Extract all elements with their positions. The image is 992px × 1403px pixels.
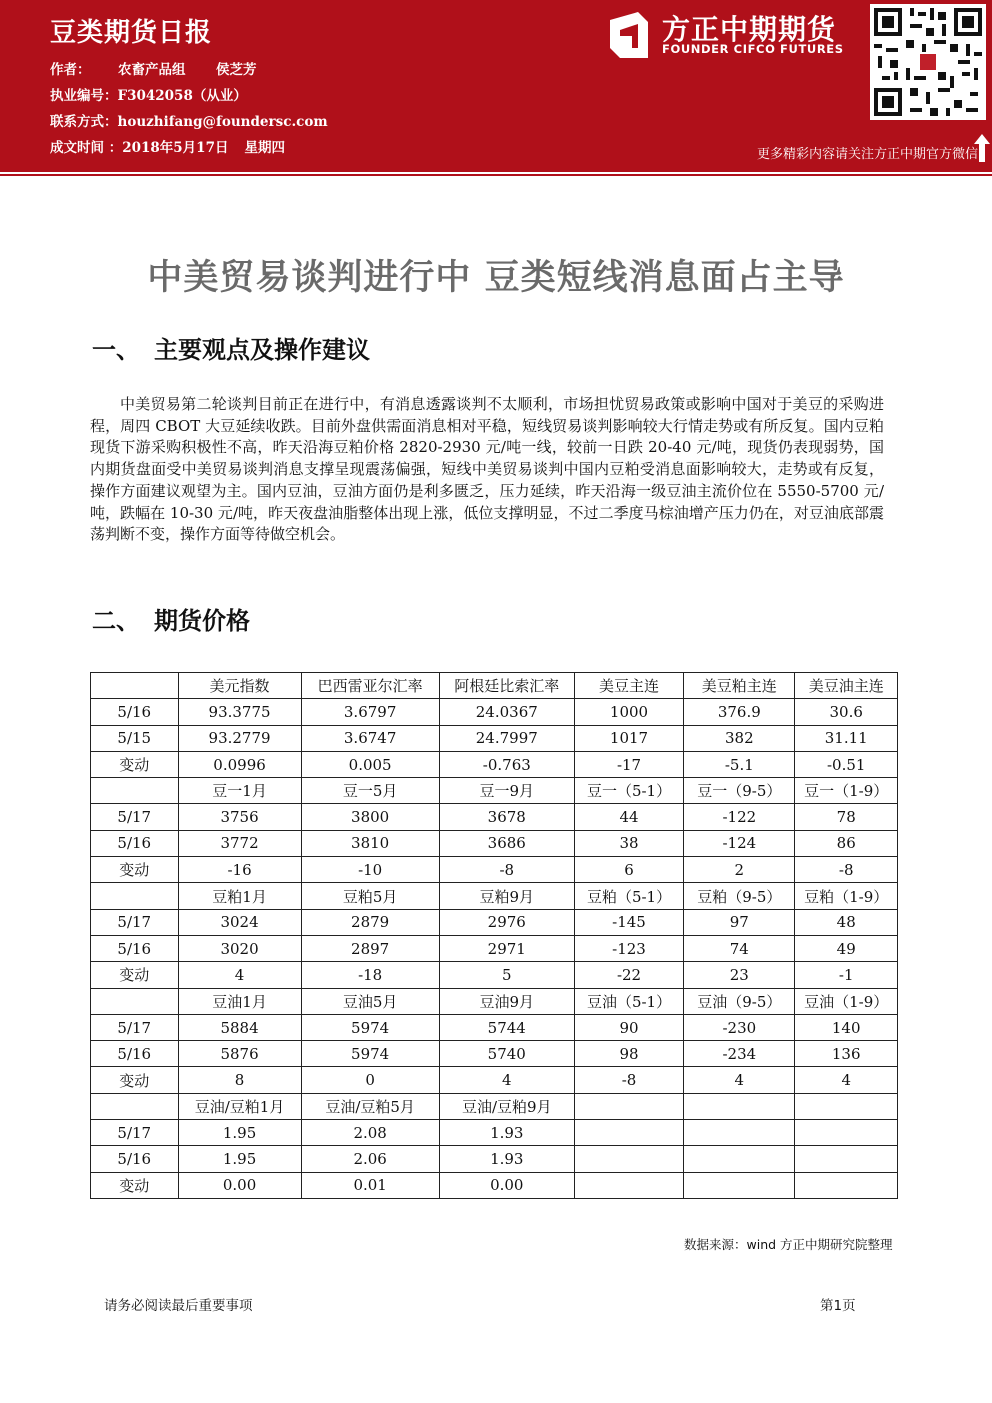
table-row [91,1093,898,1119]
table-cell: 38 [574,830,683,856]
table-row [91,1120,898,1146]
table-cell: 48 [795,909,898,935]
table-cell: 4 [439,1067,574,1093]
table-cell: -124 [684,830,795,856]
table-cell: 1017 [574,725,683,751]
table-cell: 2976 [439,909,574,935]
table-cell: 3772 [178,830,301,856]
table-cell [795,1120,898,1146]
header-divider [0,166,992,176]
table-cell: 豆油（9-5） [684,988,795,1014]
futures-price-table [90,672,898,1199]
table-cell: 140 [795,1014,898,1040]
license-label: 执业编号： [50,88,118,104]
table-cell: -1 [795,962,898,988]
row-label-cell: 变动 [91,1067,179,1093]
author-label: 作者： [50,62,91,78]
table-cell: 豆粕（1-9） [795,883,898,909]
table-cell: 86 [795,830,898,856]
table-cell: 豆一（9-5） [684,778,795,804]
table-cell: -122 [684,804,795,830]
section-number: 二、 [92,607,140,635]
row-label-cell: 5/17 [91,804,179,830]
table-cell: -234 [684,1041,795,1067]
summary-paragraph: 中美贸易第二轮谈判目前正在进行中，有消息透露谈判不太顺利，市场担忧贸易政策或影响中国对于美豆的采购进程，周四 CBOT 大豆延续收跌。目前外盘供需面消息相对平稳，短线贸易谈判影响较大行情走势或有所反复。国内豆粕现货下游采购积极性不高，昨天沿海豆粕价格 2820-2930 元/吨一线，较前一日跌 20-40 元/吨，现货仍表现弱势，国内期货盘面受中美贸易谈判消息支撑呈现震荡偏强，短线中美贸易谈判中国内豆粕受消息面影响较大，走势或有反复，操作方面建议观望为主。国内豆油，豆油方面仍是利多匮乏，压力延续，昨天沿海一级豆油主流价位在 5550-5700 元/吨，跌幅在 10-30 元/吨，昨天夜盘油脂整体出现上涨，低位支撑明显，不过二季度马棕油增产压力仍在，对豆油底部震荡判断不变，操作方面等待做空机会。 [90,395,884,544]
table-cell: 23 [684,962,795,988]
date-line [50,136,285,156]
table-row [91,804,898,830]
table-cell: -17 [574,751,683,777]
table-cell: 4 [684,1067,795,1093]
table-cell: 2.06 [301,1146,439,1172]
table-cell [795,1093,898,1119]
table-row [91,1014,898,1040]
row-label-cell [91,883,179,909]
license-line [50,84,247,104]
table-cell: 0.01 [301,1172,439,1198]
table-cell: 5 [439,962,574,988]
table-cell: 2 [684,857,795,883]
table-cell: 382 [684,725,795,751]
section-title: 期货价格 [154,607,250,635]
section-title: 主要观点及操作建议 [154,336,370,364]
row-label-cell: 5/17 [91,1014,179,1040]
table-cell: 0.00 [178,1172,301,1198]
table-cell: 97 [684,909,795,935]
table-cell: 豆油/豆粕9月 [439,1093,574,1119]
table-cell: -8 [574,1067,683,1093]
table-cell: 4 [178,962,301,988]
table-cell: 8 [178,1067,301,1093]
table-cell: 豆粕5月 [301,883,439,909]
table-cell: 24.7997 [439,725,574,751]
company-logo [604,8,859,64]
table-row [91,778,898,804]
table-cell: 美元指数 [178,673,301,699]
report-name: 豆类期货日报 [50,18,213,48]
table-cell: -0.51 [795,751,898,777]
header-divider-line [0,172,992,174]
table-cell: 4 [795,1067,898,1093]
contact-label: 联系方式： [50,114,118,130]
table-cell: 0.00 [439,1172,574,1198]
author-line [50,58,257,78]
table-cell [684,1172,795,1198]
date-value: 2018年5月17日 [122,140,229,156]
table-cell: 豆一9月 [439,778,574,804]
row-label-cell: 5/16 [91,699,179,725]
report-header [0,0,992,166]
table-cell: -8 [439,857,574,883]
table-cell: 2897 [301,935,439,961]
table-row [91,962,898,988]
row-label-cell: 变动 [91,962,179,988]
table-cell: 豆一（5-1） [574,778,683,804]
table-cell: -0.763 [439,751,574,777]
table-cell: 1.95 [178,1120,301,1146]
table-cell: -230 [684,1014,795,1040]
table-cell [684,1120,795,1146]
table-cell [795,1172,898,1198]
table-cell: 豆粕1月 [178,883,301,909]
license-value: F3042058（从业） [117,88,247,104]
footer-notice: 请务必阅读最后重要事项 [104,1298,253,1314]
row-label-cell: 5/16 [91,1041,179,1067]
table-cell: -18 [301,962,439,988]
table-cell: 豆一1月 [178,778,301,804]
table-cell: 豆一5月 [301,778,439,804]
table-cell: 90 [574,1014,683,1040]
table-cell: -10 [301,857,439,883]
table-cell: 5876 [178,1041,301,1067]
table-cell: 豆油5月 [301,988,439,1014]
table-cell: -22 [574,962,683,988]
table-cell: 3.6747 [301,725,439,751]
table-cell: -16 [178,857,301,883]
table-cell: 0 [301,1067,439,1093]
table-cell: 24.0367 [439,699,574,725]
follow-wechat-text: 更多精彩内容请关注方正中期官方微信 [756,147,978,162]
table-cell: 豆粕（5-1） [574,883,683,909]
table-cell: 136 [795,1041,898,1067]
row-label-cell: 5/17 [91,909,179,935]
row-label-cell [91,673,179,699]
table-row [91,857,898,883]
table-cell: 5744 [439,1014,574,1040]
table-row [91,988,898,1014]
table-cell: 1.93 [439,1120,574,1146]
table-cell: 6 [574,857,683,883]
contact-value: houzhifang@foundersc.com [117,114,328,130]
logo-text-cn: 方正中期期货 [662,13,837,46]
table-row [91,673,898,699]
table-cell [684,1093,795,1119]
row-label-cell: 变动 [91,857,179,883]
logo-text-en: FOUNDER CIFCO FUTURES [662,42,844,56]
table-row [91,699,898,725]
row-label-cell [91,778,179,804]
date-label: 成文时间 ： [50,140,123,156]
table-cell: 3756 [178,804,301,830]
table-cell: 美豆主连 [574,673,683,699]
table-row [91,1172,898,1198]
table-row [91,1067,898,1093]
section-number: 一、 [92,336,140,364]
table-row [91,725,898,751]
row-label-cell: 变动 [91,1172,179,1198]
table-cell: 2.08 [301,1120,439,1146]
table-cell [574,1120,683,1146]
table-cell: 49 [795,935,898,961]
table-cell: 豆粕（9-5） [684,883,795,909]
table-row [91,909,898,935]
up-arrow-icon [974,134,990,162]
table-cell: 3800 [301,804,439,830]
report-title: 中美贸易谈判进行中 豆类短线消息面占主导 [147,258,845,298]
table-cell: 93.2779 [178,725,301,751]
table-cell: 豆一（1-9） [795,778,898,804]
table-cell: 98 [574,1041,683,1067]
table-cell: 豆油（5-1） [574,988,683,1014]
table-cell [795,1146,898,1172]
table-cell: 93.3775 [178,699,301,725]
table-cell: 1.93 [439,1146,574,1172]
table-row [91,883,898,909]
table-cell: -8 [795,857,898,883]
section-heading-prices [92,601,250,636]
table-cell: 3686 [439,830,574,856]
table-cell: 5884 [178,1014,301,1040]
table-cell: -123 [574,935,683,961]
row-label-cell [91,1093,179,1119]
qr-code-icon [870,4,986,120]
weekday: 星期四 [244,140,285,156]
row-label-cell: 5/16 [91,935,179,961]
table-row [91,830,898,856]
table-cell: 0.0996 [178,751,301,777]
table-cell: 3024 [178,909,301,935]
row-label-cell: 5/16 [91,830,179,856]
table-cell: 2971 [439,935,574,961]
table-cell: 3020 [178,935,301,961]
table-cell [574,1093,683,1119]
table-cell [574,1146,683,1172]
table-cell: 豆油9月 [439,988,574,1014]
table-cell: 2879 [301,909,439,935]
contact-line [50,110,328,130]
table-cell: 31.11 [795,725,898,751]
row-label-cell: 5/16 [91,1146,179,1172]
table-cell: 5974 [301,1041,439,1067]
page-number: 第1页 [820,1298,856,1314]
table-cell: 美豆粕主连 [684,673,795,699]
table-cell: 30.6 [795,699,898,725]
author-group: 农畜产品组 [118,62,186,78]
table-cell: 44 [574,804,683,830]
table-cell: 豆粕9月 [439,883,574,909]
data-source-note: 数据来源：wind 方正中期研究院整理 [684,1237,893,1252]
founder-logo-icon [604,10,652,60]
table-cell: -5.1 [684,751,795,777]
table-cell: 豆油/豆粕1月 [178,1093,301,1119]
table-row [91,751,898,777]
table-cell: 1000 [574,699,683,725]
table-row [91,1041,898,1067]
table-cell: -145 [574,909,683,935]
table-cell: 美豆油主连 [795,673,898,699]
table-cell: 5740 [439,1041,574,1067]
table-cell: 豆油/豆粕5月 [301,1093,439,1119]
row-label-cell: 5/15 [91,725,179,751]
table-cell: 巴西雷亚尔汇率 [301,673,439,699]
author-name: 侯芝芳 [216,62,257,78]
row-label-cell: 5/17 [91,1120,179,1146]
table-cell: 5974 [301,1014,439,1040]
row-label-cell: 变动 [91,751,179,777]
table-cell: 阿根廷比索汇率 [439,673,574,699]
table-cell: 豆油1月 [178,988,301,1014]
table-row [91,935,898,961]
table-cell: 豆油（1-9） [795,988,898,1014]
table-cell: 3810 [301,830,439,856]
table-cell [684,1146,795,1172]
row-label-cell [91,988,179,1014]
table-cell: 74 [684,935,795,961]
section-heading-views [92,330,370,365]
table-cell: 3678 [439,804,574,830]
table-cell: 376.9 [684,699,795,725]
table-row [91,1146,898,1172]
table-cell: 0.005 [301,751,439,777]
table-cell: 3.6797 [301,699,439,725]
table-cell: 1.95 [178,1146,301,1172]
table-cell: 78 [795,804,898,830]
table-cell [574,1172,683,1198]
